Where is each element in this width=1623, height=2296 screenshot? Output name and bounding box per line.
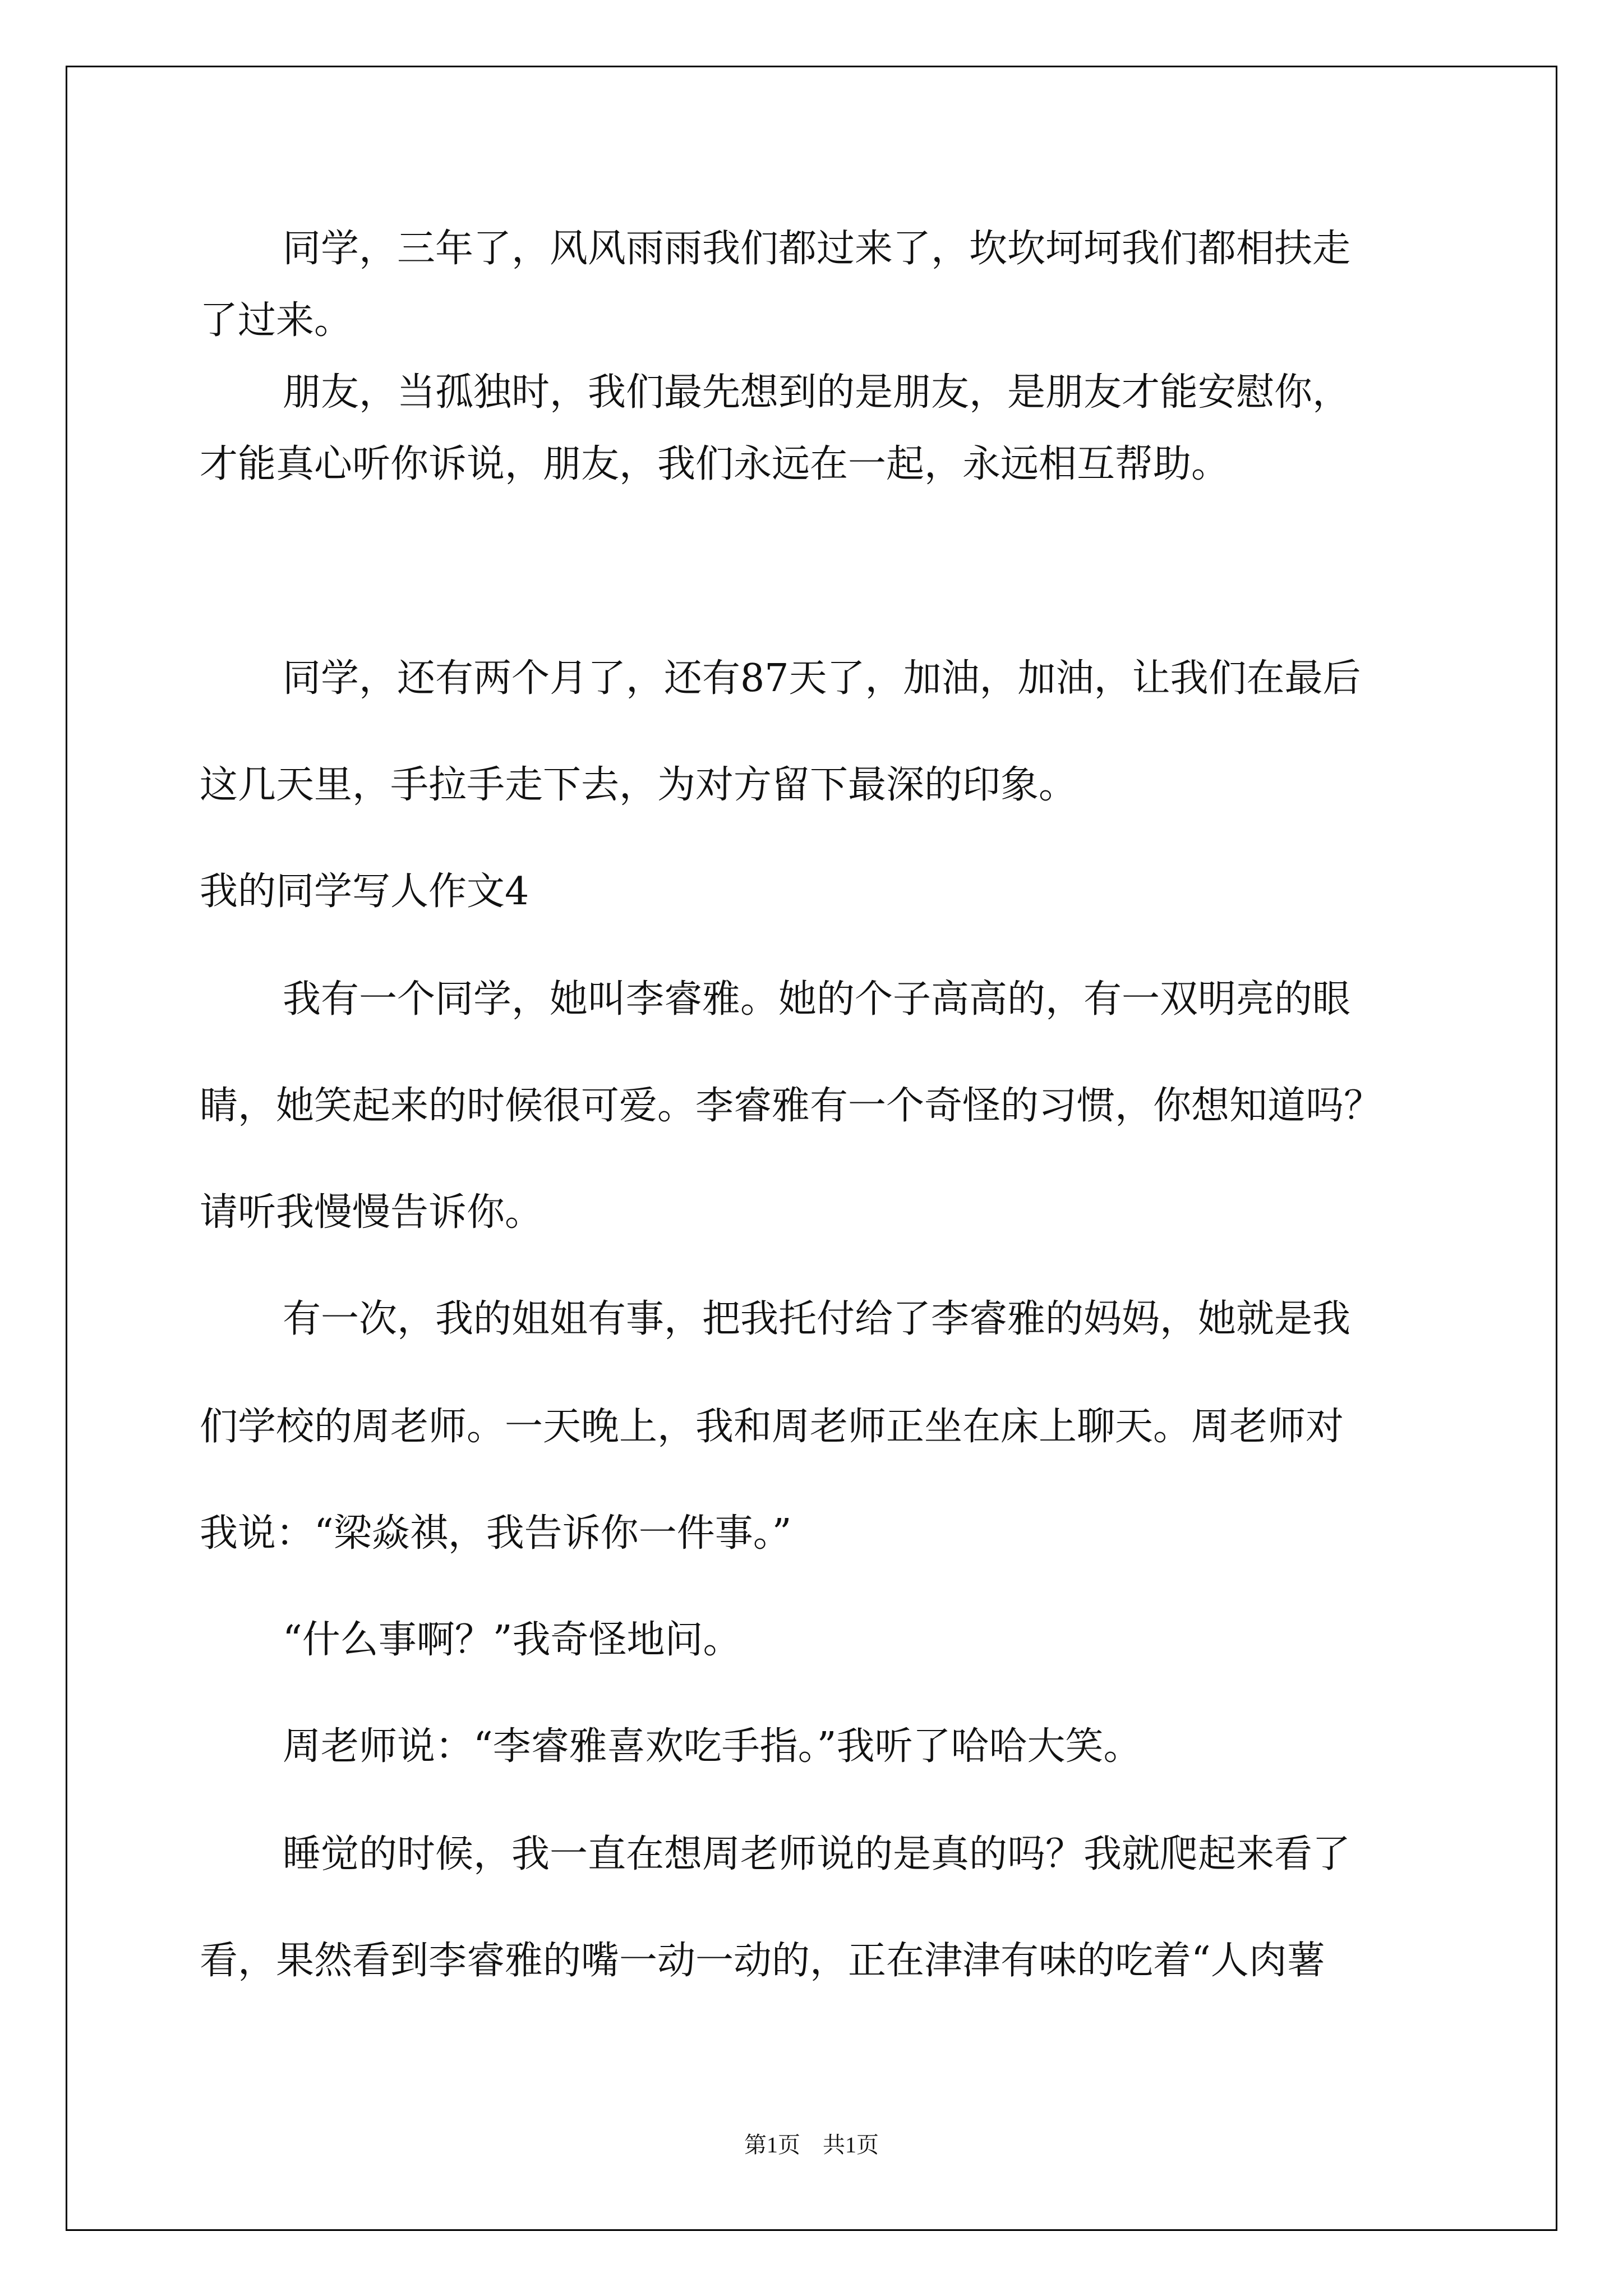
paragraph-line: 这几天里，手拉手走下去，为对方留下最深的印象。 bbox=[200, 763, 1077, 807]
paragraph-line: 我说：“梁焱祺，我告诉你一件事。” bbox=[200, 1511, 792, 1556]
paragraph-line: 我有一个同学，她叫李睿雅。她的个子高高的，有一双明亮的眼 bbox=[283, 977, 1351, 1022]
paragraph-line: 请听我慢慢告诉你。 bbox=[200, 1190, 543, 1235]
paragraph-line: 了过来。 bbox=[200, 298, 353, 343]
paragraph-line: 睛，她笑起来的时候很可爱。李睿雅有一个奇怪的习惯，你想知道吗？ bbox=[200, 1084, 1382, 1128]
paragraph-line: 朋友，当孤独时，我们最先想到的是朋友，是朋友才能安慰你， bbox=[283, 370, 1351, 415]
paragraph-line: 同学，三年了，风风雨雨我们都过来了，坎坎坷坷我们都相扶走 bbox=[283, 227, 1351, 271]
paragraph-line: 同学，还有两个月了，还有87天了，加油，加油，让我们在最后 bbox=[283, 656, 1361, 701]
page-footer: 第1页 共1页 bbox=[744, 2132, 879, 2157]
paragraph-line: 周老师说：“李睿雅喜欢吃手指。”我听了哈哈大笑。 bbox=[283, 1724, 1142, 1769]
paragraph-line: 睡觉的时候，我一直在想周老师说的是真的吗？我就爬起来看了 bbox=[283, 1832, 1351, 1876]
paragraph-line: 看，果然看到李睿雅的嘴一动一动的，正在津津有味的吃着“人肉薯 bbox=[200, 1939, 1325, 1983]
section-heading: 我的同学写人作文4 bbox=[200, 869, 529, 914]
paragraph-line: 有一次，我的姐姐有事，把我托付给了李睿雅的妈妈，她就是我 bbox=[283, 1297, 1351, 1341]
paragraph-line: “什么事啊？”我奇怪地问。 bbox=[283, 1618, 741, 1662]
paragraph-line: 才能真心听你诉说，朋友，我们永远在一起，永远相互帮助。 bbox=[200, 442, 1230, 486]
paragraph-line: 们学校的周老师。一天晚上，我和周老师正坐在床上聊天。周老师对 bbox=[200, 1405, 1344, 1449]
